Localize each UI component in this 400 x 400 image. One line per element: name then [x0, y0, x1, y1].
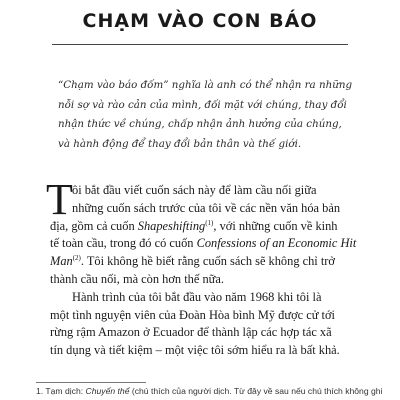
book-title-confessions: Confessions of an Economic Hit — [196, 236, 357, 251]
body-text-run: , với những cuốn về kinh — [213, 218, 338, 233]
drop-cap: T — [46, 175, 73, 224]
epigraph-line: nỗi sợ và rào cản của mình, đối mặt với chúng, thay đổi — [58, 98, 347, 111]
body-line: tín dụng và tiết kiệm – một việc tôi sớm hiểu ra là bất khả. — [50, 343, 340, 358]
body-line: những cuốn sách trước của tôi về các nền văn hóa bản — [72, 200, 341, 215]
body-line — [50, 218, 360, 236]
epigraph-line: “Chạm vào báo đốm” nghĩa là anh có thể nhận ra những — [58, 79, 353, 91]
epigraph-line: và hành động để thay đổi bản thân và thế giới. — [58, 137, 302, 150]
body-line: ôi bắt đầu viết cuốn sách này để làm cầu nối giữa — [72, 183, 317, 197]
body-text-run: . Tôi không hề biết rằng cuốn sách sẽ không chỉ trở — [80, 254, 335, 269]
epigraph-line: nhận thức về chúng, chấp nhận ảnh hưởng của chúng, — [58, 118, 342, 130]
body-text-run: địa, gồm cả cuốn — [50, 218, 138, 233]
paragraph-1 — [50, 182, 360, 289]
epigraph — [58, 76, 358, 154]
body-line: một tình nguyện viên của Đoàn Hòa bình Mỹ được cử tới — [50, 307, 335, 322]
body-text — [50, 182, 360, 360]
body-line: thành cầu nối, mà còn hơn thế nữa. — [50, 271, 224, 286]
chapter-title: CHẠM VÀO CON BÁO — [82, 10, 318, 32]
body-text-run: tế toàn cầu, trong đó có cuốn — [50, 236, 197, 251]
footnote-ref-2: (2) — [72, 254, 81, 263]
footnote-divider — [36, 382, 146, 383]
book-title-confessions-end: Man — [50, 254, 73, 269]
body-line — [50, 253, 360, 271]
body-line — [50, 235, 360, 253]
paragraph-2 — [50, 289, 360, 360]
book-title-shapeshifting: Shapeshifting — [137, 218, 206, 233]
body-line: Hành trình của tôi bắt đầu vào năm 1968 khi tôi là — [72, 289, 322, 304]
footnote — [36, 386, 396, 397]
footnote-text: (chú thích của người dịch. Từ đây về sau nếu chú thích không ghi — [129, 386, 383, 396]
footnote-prefix: 1. Tạm dịch: — [36, 386, 86, 396]
footnote-ref-1: (1) — [205, 218, 214, 227]
body-line: rừng rậm Amazon ở Ecuador để thành lập các hợp tác xã — [50, 325, 332, 340]
footnote-term: Chuyển thể — [85, 386, 130, 396]
title-underline — [52, 44, 348, 45]
